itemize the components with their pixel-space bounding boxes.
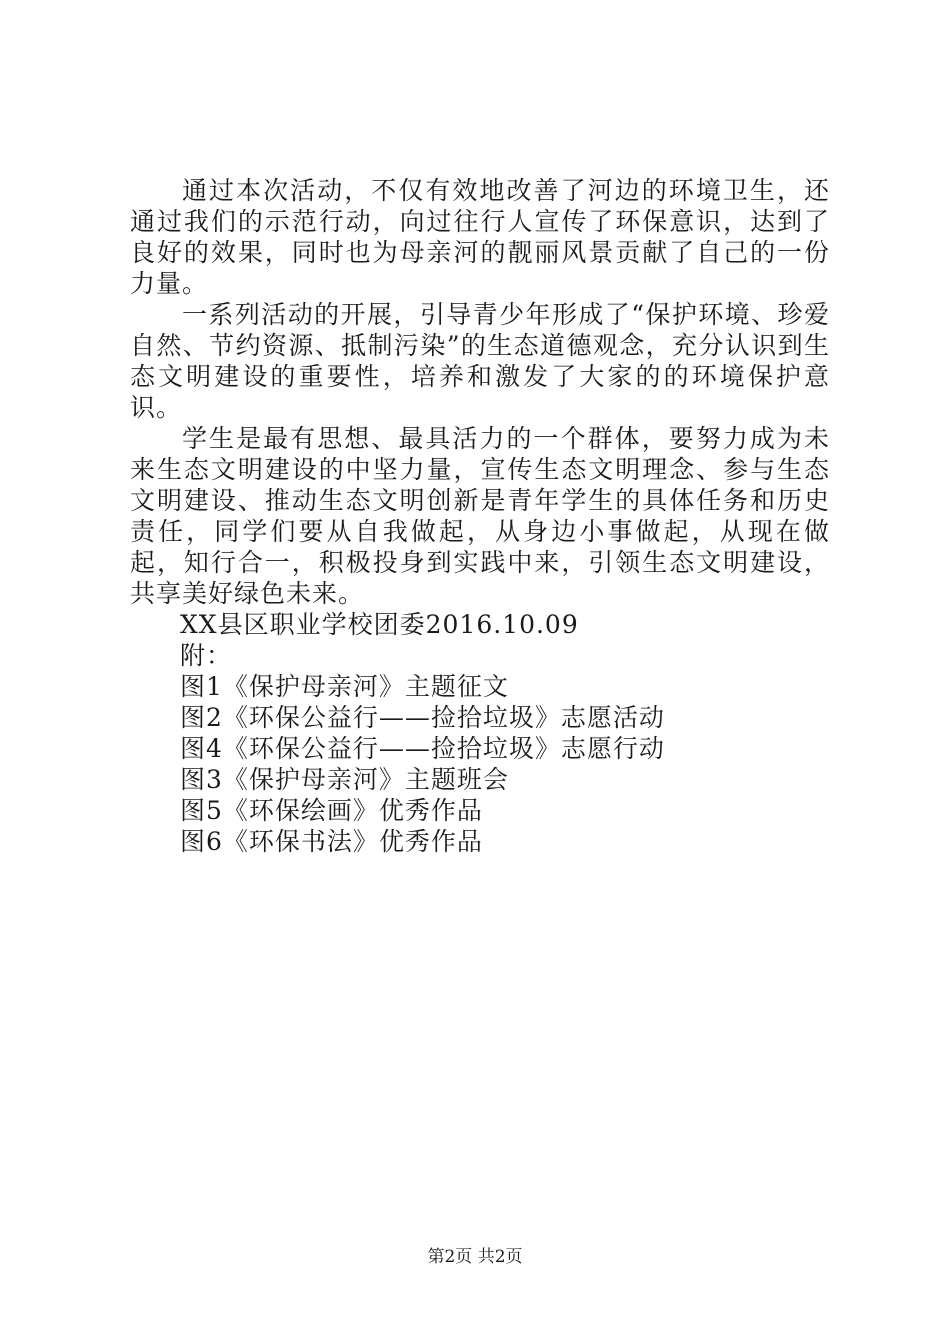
appendix-item-2: 图2《环保公益行——捡拾垃圾》志愿活动 [180,703,665,732]
signature-line: XX县区职业学校团委2016.10.09 [180,610,579,639]
appendix-item-1: 图1《保护母亲河》主题征文 [180,672,509,701]
appendix-item-6: 图6《环保书法》优秀作品 [180,827,483,856]
paragraph-1: 通过本次活动，不仅有效地改善了河边的环境卫生，还通过我们的示范行动，向过往行人宣传了环保意识，达到了良好的效果，同时也为母亲河的靓丽风景贡献了自己的一份力量。 [130,176,830,298]
document-body [130,175,830,857]
appendix-label: 附： [180,641,233,670]
paragraph-3: 学生是最有思想、最具活力的一个群体，要努力成为未来生态文明建设的中坚力量，宣传生态文明理念、参与生态文明建设、推动生态文明创新是青年学生的具体任务和历史责任，同学们要从自我做起，从身边小事做起，从现在做起，知行合一，积极投身到实践中来，引领生态文明建设，共享美好绿色未来。 [130,424,830,608]
appendix-item-5: 图5《环保绘画》优秀作品 [180,796,483,825]
appendix-item-4: 图3《保护母亲河》主题班会 [180,765,509,794]
appendix-item-3: 图4《环保公益行——捡拾垃圾》志愿行动 [180,734,665,763]
paragraph-2: 一系列活动的开展，引导青少年形成了“保护环境、珍爱自然、节约资源、抵制污染”的生态道德观念，充分认识到生态文明建设的重要性，培养和激发了大家的的环境保护意识。 [130,300,830,422]
page-footer: 第2页 共2页 [427,1247,523,1267]
